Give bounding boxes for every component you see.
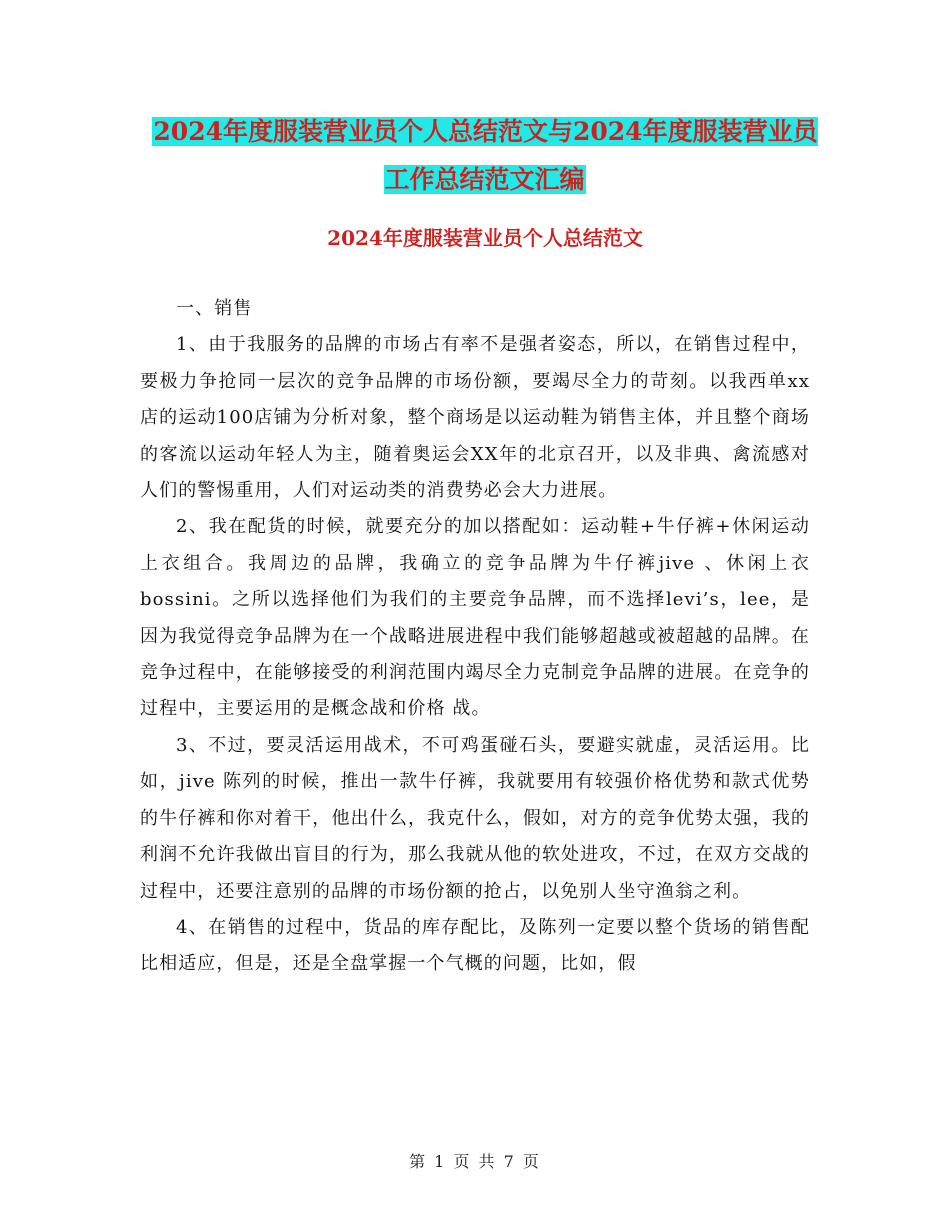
section-title: 2024年度服装营业员个人总结范文 bbox=[327, 226, 643, 250]
heading-sales: 一、销售 bbox=[176, 298, 253, 319]
paragraph-1: 1、由于我服务的品牌的市场占有率不是强者姿态，所以，在销售过程中，要极力争抢同一层次的竞争品牌的市场份额，要竭尽全力的苛刻。以我西单xx店的运动100店铺为分析对象，整个商场是以运动鞋为销售主体，并且整个商场的客流以运动年轻人为主，随着奥运会XX年的北京召开，以及非典、禽流感对人们的警惕重用，人们对运动类的消费势必会大力进展。 bbox=[140, 334, 810, 502]
paragraph-2: 2、我在配货的时候，就要充分的加以搭配如：运动鞋+牛仔裤+休闲运动上衣组合。我周边的品牌，我确立的竞争品牌为牛仔裤jive 、休闲上衣bossini。之所以选择他们为我们的主要竞争品牌，而不选择levi’s，lee，是因为我觉得竞争品牌为在一个战略进展进程中我们能够超越或被超越的品牌。在竞争过程中，在能够接受的利润范围内竭尽全力克制竞争品牌的进展。在竞争的过程中，主要运用的是概念战和价格 战。 bbox=[140, 516, 810, 720]
document-title bbox=[140, 108, 830, 204]
page-footer: 第 1 页 共 7 页 bbox=[409, 1152, 541, 1171]
document-body bbox=[140, 291, 810, 983]
paragraph-4: 4、在销售的过程中，货品的库存配比，及陈列一定要以整个货场的销售配比相适应，但是，还是全盘掌握一个气概的问题，比如，假 bbox=[140, 916, 810, 975]
document-title-highlight: 2024年度服装营业员个人总结范文与2024年度服装营业员工作总结范文汇编 bbox=[153, 117, 818, 194]
paragraph-3: 3、不过，要灵活运用战术，不可鸡蛋碰石头，要避实就虚，灵活运用。比如，jive 陈列的时候，推出一款牛仔裤，我就要用有较强价格优势和款式优势的牛仔裤和你对着干，他出什么，我克什么，假如，对方的竞争优势太强，我的利润不允许我做出盲目的行为，那么我就从他的软处进攻，不过，在双方交战的过程中，还要注意别的品牌的市场份额的抢占，以免别人坐守渔翁之利。 bbox=[140, 734, 810, 902]
